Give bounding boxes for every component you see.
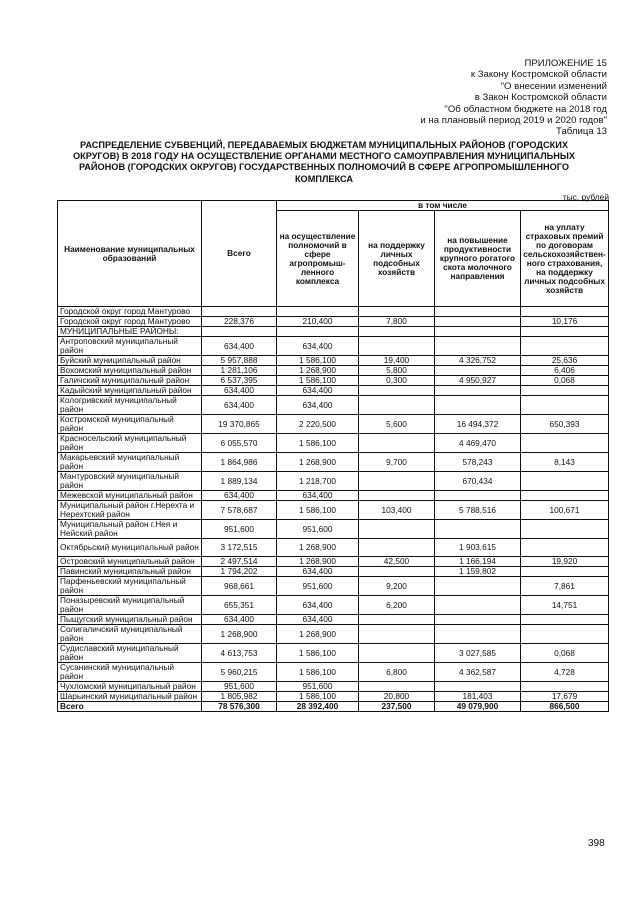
row-agro: 1 586,100 <box>277 663 359 682</box>
row-cattle <box>435 491 521 501</box>
row-insurance <box>521 682 609 692</box>
table-row <box>58 692 609 702</box>
row-total: 1 864,986 <box>202 453 277 472</box>
row-name: Мантуровский муниципальный район <box>58 472 202 491</box>
row-total: 7 578,687 <box>202 501 277 520</box>
row-agro: 951,600 <box>277 520 359 539</box>
row-cattle <box>435 386 521 396</box>
row-cattle <box>435 577 521 596</box>
row-farms: 9,700 <box>359 453 435 472</box>
row-insurance: 0,068 <box>521 644 609 663</box>
title-line: РАСПРЕДЕЛЕНИЕ СУБВЕНЦИЙ, ПЕРЕДАВАЕМЫХ БЮДЖЕТАМ МУНИЦИПАЛЬНЫХ РАЙОНОВ (ГОРОДСКИХ <box>80 140 568 150</box>
row-name: Поназыревский муниципальный район <box>58 596 202 615</box>
row-farms <box>359 491 435 501</box>
row-farms <box>359 625 435 644</box>
row-farms: 0,300 <box>359 376 435 386</box>
row-total: 3 172,515 <box>202 539 277 557</box>
row-farms: 5,600 <box>359 415 435 434</box>
table-row <box>58 520 609 539</box>
row-cattle: 4 469,470 <box>435 434 521 453</box>
header-including: в том числе <box>277 201 609 211</box>
appendix-line: к Закону Костромской области <box>470 69 607 81</box>
row-insurance: 0,068 <box>521 376 609 386</box>
row-insurance: 8,143 <box>521 453 609 472</box>
row-total: 634,400 <box>202 491 277 501</box>
row-cattle: 670,434 <box>435 472 521 491</box>
row-insurance: 14,751 <box>521 596 609 615</box>
row-insurance <box>521 434 609 453</box>
row-name: Сусанинский муниципальный район <box>58 663 202 682</box>
appendix-line: и на плановый период 2019 и 2020 годов" <box>420 115 607 127</box>
section-row <box>58 327 609 337</box>
row-agro: 634,400 <box>277 596 359 615</box>
row-farms <box>359 567 435 577</box>
row-farms: 9,200 <box>359 577 435 596</box>
row-farms <box>359 396 435 415</box>
table-row <box>58 317 609 327</box>
appendix-header <box>307 58 607 138</box>
row-agro: 634,400 <box>277 386 359 396</box>
document-title <box>62 140 586 185</box>
row-insurance <box>521 386 609 396</box>
title-line: РАЙОНОВ (ГОРОДСКИХ ОКРУГОВ) ГОСУДАРСТВЕННЫХ ПОЛНОМОЧИЙ В СФЕРЕ АГРОПРОМЫШЛЕННОГО <box>78 162 570 173</box>
row-cattle: 4 950,927 <box>435 376 521 386</box>
row-agro: 1 586,100 <box>277 434 359 453</box>
header-total: Всего <box>202 201 277 307</box>
row-farms <box>359 644 435 663</box>
row-name: Муниципальный район г.Нея и Нейский район <box>58 520 202 539</box>
row-agro: 1 268,900 <box>277 557 359 567</box>
table-row <box>58 356 609 366</box>
row-farms: 6,200 <box>359 596 435 615</box>
row-farms <box>359 337 435 356</box>
row-name: Межевской муниципальный район <box>58 491 202 501</box>
row-name: Островский муниципальный район <box>58 557 202 567</box>
row-farms: 103,400 <box>359 501 435 520</box>
row-total: 6 537,395 <box>202 376 277 386</box>
appendix-line: "О внесении изменений <box>500 80 607 92</box>
row-farms <box>359 520 435 539</box>
row-total: 634,400 <box>202 337 277 356</box>
row-name: Красносельский муниципальный район <box>58 434 202 453</box>
table-row <box>58 682 609 692</box>
row-total: 1 794,202 <box>202 567 277 577</box>
table-row <box>58 596 609 615</box>
table-row <box>58 539 609 557</box>
row-insurance: 100,671 <box>521 501 609 520</box>
row-farms <box>359 386 435 396</box>
row-cattle: 578,243 <box>435 453 521 472</box>
row-total: 6 055,570 <box>202 434 277 453</box>
row-cattle <box>435 682 521 692</box>
table-row <box>58 557 609 567</box>
row-name: Буйский муниципальный район <box>58 356 202 366</box>
row-cattle: 16 494,372 <box>435 415 521 434</box>
row-total: 5 957,888 <box>202 356 277 366</box>
row-agro: 951,600 <box>277 577 359 596</box>
total-row-cattle: 49 079,900 <box>435 702 521 712</box>
table-row <box>58 625 609 644</box>
row-insurance <box>521 491 609 501</box>
row-agro: 1 586,100 <box>277 376 359 386</box>
appendix-line: в Закон Костромской области <box>474 92 607 104</box>
table-row <box>58 615 609 625</box>
title-line: КОМПЛЕКСА <box>294 173 354 184</box>
table-row <box>58 376 609 386</box>
row-cattle <box>435 520 521 539</box>
total-row-total: 78 576,300 <box>202 702 277 712</box>
row-cattle: 4 326,752 <box>435 356 521 366</box>
header-insurance: на уплату страховых премий по договорам сельскохозяйствен-ного страхования, на поддержку личных подсобных хозяйств <box>521 211 609 307</box>
page-number: 398 <box>588 838 605 849</box>
row-total: 1 805,982 <box>202 692 277 702</box>
table-row <box>58 663 609 682</box>
row-farms <box>359 472 435 491</box>
row-insurance <box>521 472 609 491</box>
row-insurance <box>521 396 609 415</box>
total-row-name: Всего <box>58 702 202 712</box>
section-label: МУНИЦИПАЛЬНЫЕ РАЙОНЫ: <box>58 327 202 337</box>
row-name: Кадыйский муниципальный район <box>58 386 202 396</box>
row-total: 951,600 <box>202 682 277 692</box>
row-farms: 19,400 <box>359 356 435 366</box>
row-cattle: 1 903,615 <box>435 539 521 557</box>
row-agro: 1 586,100 <box>277 501 359 520</box>
table-row <box>58 386 609 396</box>
row-cattle: 5 788,516 <box>435 501 521 520</box>
row-name: Шарьинский муниципальный район <box>58 692 202 702</box>
row-agro: 2 220,500 <box>277 415 359 434</box>
table-row <box>58 644 609 663</box>
row-cattle <box>435 366 521 376</box>
row-agro: 634,400 <box>277 491 359 501</box>
title-line: ОКРУГОВ) В 2018 ГОДУ НА ОСУЩЕСТВЛЕНИЕ ОРГАНАМИ МЕСТНОГО САМОУПРАВЛЕНИЯ МУНИЦИПАЛЬНЫХ <box>72 151 576 162</box>
header-cattle-productivity: на повышение продуктивности крупного рогатого скота молочного направления <box>435 211 521 307</box>
row-insurance: 17,679 <box>521 692 609 702</box>
row-total: 655,351 <box>202 596 277 615</box>
row-name: Судиславский муниципальный район <box>58 644 202 663</box>
row-name: Галичский муниципальный район <box>58 376 202 386</box>
row-total: 5 960,215 <box>202 663 277 682</box>
row-name: Кологривский муниципальный район <box>58 396 202 415</box>
row-agro: 1 268,900 <box>277 453 359 472</box>
subsidy-table <box>57 200 609 712</box>
row-total: 634,400 <box>202 386 277 396</box>
table-row <box>58 366 609 376</box>
row-farms <box>359 539 435 557</box>
table-row <box>58 337 609 356</box>
row-insurance <box>521 337 609 356</box>
appendix-line: ПРИЛОЖЕНИЕ 15 <box>524 58 607 69</box>
row-farms <box>359 434 435 453</box>
row-name: Вохомский муниципальный район <box>58 366 202 376</box>
row-total: 19 370,865 <box>202 415 277 434</box>
header-personal-farms: на поддержку личных подсобных хозяйств <box>359 211 435 307</box>
row-name: Солигаличский муниципальный район <box>58 625 202 644</box>
row-insurance: 4,728 <box>521 663 609 682</box>
row-farms <box>359 615 435 625</box>
row-insurance: 7,861 <box>521 577 609 596</box>
row-name: Антроповский муниципальный район <box>58 337 202 356</box>
row-insurance <box>521 567 609 577</box>
appendix-line: "Об областном бюджете на 2018 год <box>444 103 607 115</box>
row-farms: 42,500 <box>359 557 435 567</box>
row-name: Октябрьский муниципальный район <box>58 539 202 557</box>
row-total: 1 268,900 <box>202 625 277 644</box>
row-agro: 1 268,900 <box>277 539 359 557</box>
row-insurance: 6,406 <box>521 366 609 376</box>
row-agro: 1 586,100 <box>277 356 359 366</box>
row-name: Муниципальный район г.Нерехта и Нерехтский район <box>58 501 202 520</box>
row-cattle <box>435 396 521 415</box>
row-name: Чухломский муниципальный район <box>58 682 202 692</box>
unit-label: тыс. рублей <box>562 192 609 202</box>
row-name: Пыщугский муниципальный район <box>58 615 202 625</box>
row-name: Костромской муниципальный район <box>58 415 202 434</box>
row-agro: 210,400 <box>277 317 359 327</box>
table-row <box>58 415 609 434</box>
row-total: 2 497,514 <box>202 557 277 567</box>
row-farms <box>359 682 435 692</box>
table-row <box>58 567 609 577</box>
table-row <box>58 396 609 415</box>
row-total: 634,400 <box>202 396 277 415</box>
total-row <box>58 702 609 712</box>
row-farms: 5,800 <box>359 366 435 376</box>
table-row <box>58 491 609 501</box>
total-row-insurance: 866,500 <box>521 702 609 712</box>
table-row <box>58 453 609 472</box>
row-farms: 6,800 <box>359 663 435 682</box>
row-insurance <box>521 625 609 644</box>
total-row-farms: 237,500 <box>359 702 435 712</box>
total-row-agro: 28 392,400 <box>277 702 359 712</box>
row-insurance: 10,176 <box>521 317 609 327</box>
table-row <box>58 434 609 453</box>
header-agro-powers: на осуществление полномочий в сфере агропромыш-ленного комплекса <box>277 211 359 307</box>
row-agro: 634,400 <box>277 337 359 356</box>
row-agro: 1 586,100 <box>277 644 359 663</box>
row-agro: 1 586,100 <box>277 692 359 702</box>
row-cattle <box>435 317 521 327</box>
header-name: Наименование муниципальных образований <box>58 201 202 307</box>
row-total: 951,600 <box>202 520 277 539</box>
row-cattle <box>435 337 521 356</box>
section-label: Городской округ город Мантурово <box>58 307 202 317</box>
row-insurance <box>521 520 609 539</box>
table-row <box>58 577 609 596</box>
row-total: 228,376 <box>202 317 277 327</box>
row-cattle: 1 159,802 <box>435 567 521 577</box>
row-total: 1 281,106 <box>202 366 277 376</box>
row-total: 1 889,134 <box>202 472 277 491</box>
row-insurance: 19,920 <box>521 557 609 567</box>
row-name: Парфеньевский муниципальный район <box>58 577 202 596</box>
row-farms: 20,800 <box>359 692 435 702</box>
row-cattle: 3 027,585 <box>435 644 521 663</box>
row-cattle <box>435 625 521 644</box>
row-agro: 951,600 <box>277 682 359 692</box>
row-agro: 634,400 <box>277 396 359 415</box>
row-agro: 634,400 <box>277 615 359 625</box>
row-cattle: 4 362,587 <box>435 663 521 682</box>
table-row <box>58 472 609 491</box>
row-cattle: 181,403 <box>435 692 521 702</box>
row-name: Павинский муниципальный район <box>58 567 202 577</box>
row-cattle: 1 166,194 <box>435 557 521 567</box>
row-agro: 1 268,900 <box>277 366 359 376</box>
row-cattle <box>435 615 521 625</box>
row-insurance <box>521 539 609 557</box>
section-row <box>58 307 609 317</box>
row-insurance <box>521 615 609 625</box>
row-agro: 634,400 <box>277 567 359 577</box>
row-agro: 1 268,900 <box>277 625 359 644</box>
row-name: Макарьевский муниципальный район <box>58 453 202 472</box>
table-row <box>58 501 609 520</box>
row-total: 968,661 <box>202 577 277 596</box>
row-insurance: 650,393 <box>521 415 609 434</box>
row-agro: 1 218,700 <box>277 472 359 491</box>
row-name: Городской округ город Мантурово <box>58 317 202 327</box>
row-total: 4 613,753 <box>202 644 277 663</box>
row-total: 634,400 <box>202 615 277 625</box>
table-number: Таблица 13 <box>556 126 607 138</box>
row-insurance: 25,636 <box>521 356 609 366</box>
row-cattle <box>435 596 521 615</box>
row-farms: 7,800 <box>359 317 435 327</box>
